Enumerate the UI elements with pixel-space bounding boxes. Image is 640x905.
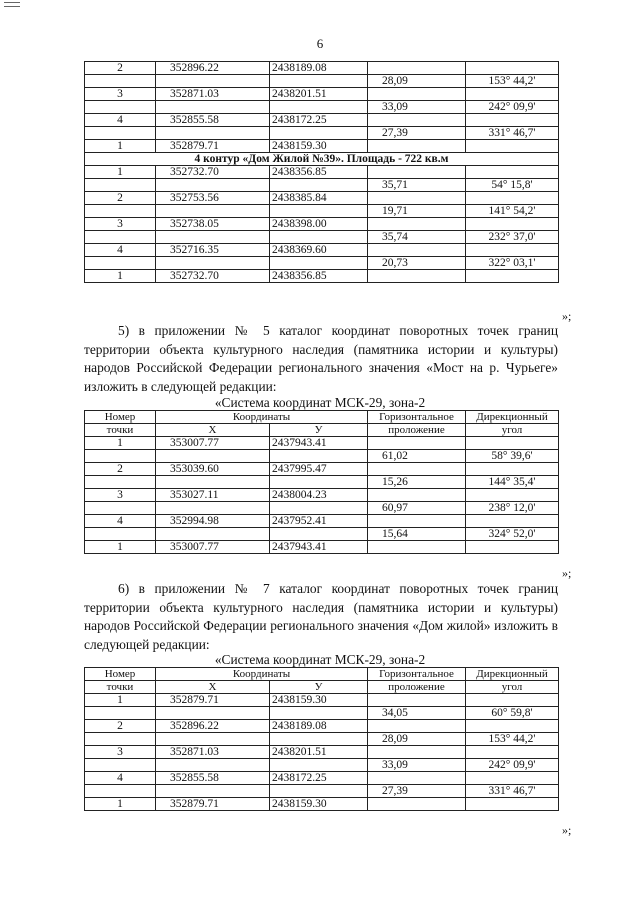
point-row bbox=[85, 746, 559, 759]
direction-cell-empty bbox=[466, 88, 559, 101]
direction-cell-empty bbox=[466, 140, 559, 153]
point-cell-empty bbox=[85, 785, 156, 798]
x-coordinate: 352855.58 bbox=[156, 772, 270, 785]
direction-angle: 242° 09,9' bbox=[466, 759, 559, 772]
y-coordinate: 2437952.41 bbox=[270, 515, 368, 528]
y-coordinate: 2438159.30 bbox=[270, 694, 368, 707]
horizontal-distance: 27,39 bbox=[368, 785, 466, 798]
segment-row bbox=[85, 205, 559, 218]
y-cell-empty bbox=[270, 75, 368, 88]
y-coordinate: 2438159.30 bbox=[270, 798, 368, 811]
point-number: 2 bbox=[85, 62, 156, 75]
table-heading-zone-2: «Система координат МСК-29, зона-2 bbox=[214, 652, 426, 667]
direction-cell-empty bbox=[466, 270, 559, 283]
direction-angle: 238° 12,0' bbox=[466, 502, 559, 515]
y-cell-empty bbox=[270, 733, 368, 746]
x-coordinate: 352871.03 bbox=[156, 746, 270, 759]
y-coordinate: 2438189.08 bbox=[270, 62, 368, 75]
x-coordinate: 352879.71 bbox=[156, 798, 270, 811]
header-coordinates: Координаты bbox=[156, 411, 368, 424]
y-coordinate: 2438385.84 bbox=[270, 192, 368, 205]
horizontal-distance: 61,02 bbox=[368, 450, 466, 463]
point-number: 3 bbox=[85, 218, 156, 231]
segment-row bbox=[85, 759, 559, 772]
point-cell-empty bbox=[85, 707, 156, 720]
distance-cell-empty bbox=[368, 192, 466, 205]
distance-cell-empty bbox=[368, 515, 466, 528]
point-row bbox=[85, 541, 559, 554]
x-cell-empty bbox=[156, 450, 270, 463]
point-row bbox=[85, 88, 559, 101]
page-number: 6 bbox=[316, 36, 324, 51]
y-coordinate: 2438159.30 bbox=[270, 140, 368, 153]
direction-cell-empty bbox=[466, 541, 559, 554]
segment-row bbox=[85, 450, 559, 463]
y-coordinate: 2437995.47 bbox=[270, 463, 368, 476]
segment-row bbox=[85, 257, 559, 270]
y-coordinate: 2437943.41 bbox=[270, 437, 368, 450]
point-cell-empty bbox=[85, 759, 156, 772]
point-cell-empty bbox=[85, 127, 156, 140]
header-number-sub: точки bbox=[85, 681, 156, 694]
y-coordinate: 2438004.23 bbox=[270, 489, 368, 502]
point-row bbox=[85, 270, 559, 283]
x-cell-empty bbox=[156, 785, 270, 798]
table-heading-zone-2: «Система координат МСК-29, зона-2 bbox=[214, 395, 426, 410]
direction-angle: 60° 59,8' bbox=[466, 707, 559, 720]
x-cell-empty bbox=[156, 528, 270, 541]
x-cell-empty bbox=[156, 759, 270, 772]
direction-cell-empty bbox=[466, 746, 559, 759]
direction-cell-empty bbox=[466, 218, 559, 231]
header-number-sub: точки bbox=[85, 424, 156, 437]
header-distance-sub: проложение bbox=[368, 681, 466, 694]
direction-cell-empty bbox=[466, 244, 559, 257]
distance-cell-empty bbox=[368, 218, 466, 231]
horizontal-distance: 20,73 bbox=[368, 257, 466, 270]
y-cell-empty bbox=[270, 257, 368, 270]
paragraph-item-5: 5) в приложении № 5 каталог координат поворотных точек границ территории объекта культурного наследия (памятника истории и культуры) народов Российской Федерации регионального значения «Мост на р. Чурьеге» изложить в следующей редакции: bbox=[84, 323, 558, 394]
y-cell-empty bbox=[270, 759, 368, 772]
header-x: Х bbox=[156, 424, 270, 437]
distance-cell-empty bbox=[368, 694, 466, 707]
distance-cell-empty bbox=[368, 798, 466, 811]
scan-mark bbox=[4, 2, 20, 7]
header-distance: Горизонтальное bbox=[368, 411, 466, 424]
direction-cell-empty bbox=[466, 489, 559, 502]
direction-cell-empty bbox=[466, 515, 559, 528]
direction-cell-empty bbox=[466, 62, 559, 75]
point-cell-empty bbox=[85, 101, 156, 114]
x-cell-empty bbox=[156, 733, 270, 746]
x-coordinate: 352896.22 bbox=[156, 720, 270, 733]
point-number: 2 bbox=[85, 192, 156, 205]
direction-angle: 324° 52,0' bbox=[466, 528, 559, 541]
coordinate-table-continued bbox=[84, 61, 559, 283]
distance-cell-empty bbox=[368, 166, 466, 179]
y-coordinate: 2438172.25 bbox=[270, 114, 368, 127]
table-end-mark: »; bbox=[562, 823, 572, 837]
x-cell-empty bbox=[156, 502, 270, 515]
direction-angle: 153° 44,2' bbox=[466, 733, 559, 746]
horizontal-distance: 34,05 bbox=[368, 707, 466, 720]
y-coordinate: 2438356.85 bbox=[270, 166, 368, 179]
x-coordinate: 352732.70 bbox=[156, 166, 270, 179]
x-coordinate: 353007.77 bbox=[156, 437, 270, 450]
table-end-mark: »; bbox=[562, 566, 572, 580]
y-coordinate: 2438172.25 bbox=[270, 772, 368, 785]
segment-row bbox=[85, 502, 559, 515]
header-x: Х bbox=[156, 681, 270, 694]
x-coordinate: 353007.77 bbox=[156, 541, 270, 554]
header-coordinates: Координаты bbox=[156, 668, 368, 681]
x-cell-empty bbox=[156, 101, 270, 114]
direction-angle: 54° 15,8' bbox=[466, 179, 559, 192]
segment-row bbox=[85, 707, 559, 720]
distance-cell-empty bbox=[368, 541, 466, 554]
distance-cell-empty bbox=[368, 463, 466, 476]
header-direction-sub: угол bbox=[466, 424, 559, 437]
direction-angle: 58° 39,6' bbox=[466, 450, 559, 463]
y-cell-empty bbox=[270, 785, 368, 798]
point-cell-empty bbox=[85, 502, 156, 515]
point-number: 4 bbox=[85, 772, 156, 785]
x-cell-empty bbox=[156, 205, 270, 218]
point-row bbox=[85, 437, 559, 450]
point-row bbox=[85, 463, 559, 476]
x-cell-empty bbox=[156, 75, 270, 88]
point-number: 3 bbox=[85, 88, 156, 101]
horizontal-distance: 33,09 bbox=[368, 101, 466, 114]
point-number: 1 bbox=[85, 166, 156, 179]
point-cell-empty bbox=[85, 205, 156, 218]
point-number: 1 bbox=[85, 270, 156, 283]
horizontal-distance: 19,71 bbox=[368, 205, 466, 218]
x-cell-empty bbox=[156, 707, 270, 720]
header-y: У bbox=[270, 424, 368, 437]
point-number: 3 bbox=[85, 489, 156, 502]
direction-angle: 141° 54,2' bbox=[466, 205, 559, 218]
segment-row bbox=[85, 101, 559, 114]
distance-cell-empty bbox=[368, 62, 466, 75]
distance-cell-empty bbox=[368, 88, 466, 101]
header-number: Номер bbox=[85, 411, 156, 424]
direction-cell-empty bbox=[466, 772, 559, 785]
distance-cell-empty bbox=[368, 720, 466, 733]
horizontal-distance: 60,97 bbox=[368, 502, 466, 515]
point-row bbox=[85, 192, 559, 205]
distance-cell-empty bbox=[368, 244, 466, 257]
coordinate-table-bridge bbox=[84, 410, 559, 554]
distance-cell-empty bbox=[368, 270, 466, 283]
paragraph-item-6: 6) в приложении № 7 каталог координат поворотных точек границ территории объекта культурного наследия (памятника истории и культуры) народов Российской Федерации регионального значения «Дом жилой» изложить в следующей редакции: bbox=[84, 581, 558, 652]
y-cell-empty bbox=[270, 231, 368, 244]
y-cell-empty bbox=[270, 127, 368, 140]
segment-row bbox=[85, 75, 559, 88]
segment-row bbox=[85, 476, 559, 489]
segment-row bbox=[85, 733, 559, 746]
point-row bbox=[85, 244, 559, 257]
point-row bbox=[85, 166, 559, 179]
y-coordinate: 2438189.08 bbox=[270, 720, 368, 733]
table-end-mark: »; bbox=[562, 309, 572, 323]
horizontal-distance: 28,09 bbox=[368, 733, 466, 746]
x-coordinate: 352738.05 bbox=[156, 218, 270, 231]
x-cell-empty bbox=[156, 179, 270, 192]
header-direction-sub: угол bbox=[466, 681, 559, 694]
direction-cell-empty bbox=[466, 166, 559, 179]
header-y: У bbox=[270, 681, 368, 694]
point-cell-empty bbox=[85, 476, 156, 489]
point-number: 3 bbox=[85, 746, 156, 759]
header-direction: Дирекционный bbox=[466, 411, 559, 424]
point-number: 4 bbox=[85, 114, 156, 127]
header-distance: Горизонтальное bbox=[368, 668, 466, 681]
x-coordinate: 352753.56 bbox=[156, 192, 270, 205]
direction-angle: 331° 46,7' bbox=[466, 127, 559, 140]
direction-cell-empty bbox=[466, 720, 559, 733]
point-row bbox=[85, 694, 559, 707]
point-cell-empty bbox=[85, 450, 156, 463]
direction-cell-empty bbox=[466, 694, 559, 707]
x-coordinate: 352732.70 bbox=[156, 270, 270, 283]
point-cell-empty bbox=[85, 75, 156, 88]
horizontal-distance: 27,39 bbox=[368, 127, 466, 140]
horizontal-distance: 33,09 bbox=[368, 759, 466, 772]
direction-cell-empty bbox=[466, 192, 559, 205]
direction-cell-empty bbox=[466, 437, 559, 450]
horizontal-distance: 28,09 bbox=[368, 75, 466, 88]
point-row bbox=[85, 720, 559, 733]
distance-cell-empty bbox=[368, 114, 466, 127]
x-coordinate: 352855.58 bbox=[156, 114, 270, 127]
direction-angle: 331° 46,7' bbox=[466, 785, 559, 798]
point-number: 1 bbox=[85, 541, 156, 554]
direction-angle: 144° 35,4' bbox=[466, 476, 559, 489]
direction-cell-empty bbox=[466, 463, 559, 476]
distance-cell-empty bbox=[368, 746, 466, 759]
point-cell-empty bbox=[85, 528, 156, 541]
x-cell-empty bbox=[156, 127, 270, 140]
coordinate-table-house bbox=[84, 667, 559, 811]
y-cell-empty bbox=[270, 707, 368, 720]
x-cell-empty bbox=[156, 257, 270, 270]
distance-cell-empty bbox=[368, 489, 466, 502]
point-cell-empty bbox=[85, 179, 156, 192]
direction-angle: 322° 03,1' bbox=[466, 257, 559, 270]
segment-row bbox=[85, 785, 559, 798]
contour-title-row bbox=[85, 153, 559, 166]
horizontal-distance: 35,74 bbox=[368, 231, 466, 244]
contour-title: 4 контур «Дом Жилой №39». Площадь - 722 кв.м bbox=[85, 153, 559, 166]
direction-angle: 153° 44,2' bbox=[466, 75, 559, 88]
point-cell-empty bbox=[85, 257, 156, 270]
point-number: 4 bbox=[85, 515, 156, 528]
y-coordinate: 2437943.41 bbox=[270, 541, 368, 554]
x-cell-empty bbox=[156, 231, 270, 244]
point-number: 1 bbox=[85, 798, 156, 811]
point-number: 1 bbox=[85, 140, 156, 153]
distance-cell-empty bbox=[368, 437, 466, 450]
x-coordinate: 352879.71 bbox=[156, 694, 270, 707]
direction-cell-empty bbox=[466, 798, 559, 811]
segment-row bbox=[85, 528, 559, 541]
y-cell-empty bbox=[270, 502, 368, 515]
point-row bbox=[85, 62, 559, 75]
x-coordinate: 353027.11 bbox=[156, 489, 270, 502]
point-row bbox=[85, 114, 559, 127]
y-coordinate: 2438369.60 bbox=[270, 244, 368, 257]
y-cell-empty bbox=[270, 528, 368, 541]
y-coordinate: 2438201.51 bbox=[270, 88, 368, 101]
x-coordinate: 352879.71 bbox=[156, 140, 270, 153]
x-coordinate: 352994.98 bbox=[156, 515, 270, 528]
point-number: 2 bbox=[85, 463, 156, 476]
x-coordinate: 352896.22 bbox=[156, 62, 270, 75]
segment-row bbox=[85, 231, 559, 244]
point-row bbox=[85, 218, 559, 231]
header-number: Номер bbox=[85, 668, 156, 681]
y-cell-empty bbox=[270, 476, 368, 489]
direction-cell-empty bbox=[466, 114, 559, 127]
direction-angle: 242° 09,9' bbox=[466, 101, 559, 114]
point-number: 1 bbox=[85, 694, 156, 707]
x-coordinate: 353039.60 bbox=[156, 463, 270, 476]
horizontal-distance: 15,64 bbox=[368, 528, 466, 541]
point-row bbox=[85, 489, 559, 502]
point-row bbox=[85, 798, 559, 811]
horizontal-distance: 35,71 bbox=[368, 179, 466, 192]
point-number: 4 bbox=[85, 244, 156, 257]
y-cell-empty bbox=[270, 179, 368, 192]
y-cell-empty bbox=[270, 205, 368, 218]
x-coordinate: 352871.03 bbox=[156, 88, 270, 101]
point-row bbox=[85, 140, 559, 153]
point-number: 1 bbox=[85, 437, 156, 450]
y-coordinate: 2438356.85 bbox=[270, 270, 368, 283]
distance-cell-empty bbox=[368, 140, 466, 153]
direction-angle: 232° 37,0' bbox=[466, 231, 559, 244]
point-cell-empty bbox=[85, 231, 156, 244]
point-cell-empty bbox=[85, 733, 156, 746]
segment-row bbox=[85, 179, 559, 192]
point-row bbox=[85, 772, 559, 785]
horizontal-distance: 15,26 bbox=[368, 476, 466, 489]
segment-row bbox=[85, 127, 559, 140]
y-coordinate: 2438201.51 bbox=[270, 746, 368, 759]
header-distance-sub: проложение bbox=[368, 424, 466, 437]
header-direction: Дирекционный bbox=[466, 668, 559, 681]
point-number: 2 bbox=[85, 720, 156, 733]
point-row bbox=[85, 515, 559, 528]
y-coordinate: 2438398.00 bbox=[270, 218, 368, 231]
x-coordinate: 352716.35 bbox=[156, 244, 270, 257]
y-cell-empty bbox=[270, 101, 368, 114]
distance-cell-empty bbox=[368, 772, 466, 785]
y-cell-empty bbox=[270, 450, 368, 463]
x-cell-empty bbox=[156, 476, 270, 489]
